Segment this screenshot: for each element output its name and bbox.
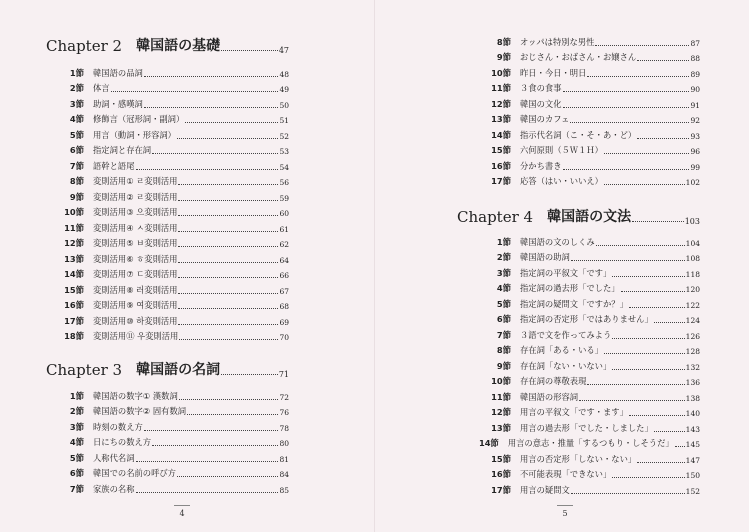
dot-leader (178, 184, 278, 185)
toc-entry[interactable] (44, 311, 289, 327)
toc-entry[interactable] (44, 249, 289, 265)
section-title: 家族の名称 (93, 483, 135, 494)
section-title: 変則活用① ㄹ変則活用 (93, 176, 178, 186)
section-title: 変則活用⑥ ㅎ変則活用 (93, 253, 178, 264)
section-page-number: 140 (685, 409, 700, 418)
dot-leader (629, 307, 685, 308)
toc-entry[interactable] (471, 141, 700, 157)
section-page-number: 68 (279, 302, 289, 311)
section-page-number: 108 (685, 254, 700, 263)
chapter-3-section-list (44, 386, 289, 495)
section-title: ３食の食事 (520, 83, 562, 93)
toc-entry[interactable] (44, 63, 289, 79)
section-number: 11節 (491, 391, 511, 402)
section-number: 4節 (69, 437, 84, 447)
section-number: 10節 (64, 207, 84, 217)
toc-entry[interactable] (44, 433, 289, 449)
toc-entry[interactable] (44, 172, 289, 188)
toc-entry[interactable] (471, 418, 700, 434)
section-title: 韓国の文化 (520, 98, 562, 109)
section-page-number: 53 (279, 147, 289, 156)
toc-entry[interactable] (471, 325, 700, 341)
toc-entry[interactable] (471, 248, 700, 264)
section-title: 指定詞と存在詞 (93, 145, 152, 155)
dot-leader (136, 461, 279, 462)
dot-leader (637, 60, 689, 61)
toc-entry[interactable] (44, 265, 289, 281)
dot-leader (178, 246, 278, 247)
section-page-number: 90 (690, 85, 700, 94)
section-number: 8節 (496, 345, 511, 355)
section-number: 4節 (69, 114, 84, 124)
section-number: 1節 (69, 67, 84, 78)
section-number: 5節 (496, 298, 511, 309)
section-page-number: 128 (685, 347, 700, 356)
section-number: 8節 (496, 36, 511, 47)
section-title: 分かち書き (520, 160, 562, 171)
chapter-3-continued-section-list (471, 32, 700, 187)
section-page-number: 50 (279, 100, 289, 110)
section-number: 9節 (496, 360, 511, 371)
section-page-number: 138 (685, 393, 700, 403)
dot-leader (144, 430, 279, 431)
dot-leader (563, 91, 690, 92)
section-title: 変則活用⑧ 러変則活用 (93, 284, 178, 295)
section-number: 1節 (496, 236, 511, 247)
chapter-4-section-list (471, 232, 700, 496)
section-number: 9節 (496, 52, 511, 62)
chapter-4-heading[interactable] (457, 206, 700, 226)
toc-entry[interactable] (471, 79, 700, 95)
left-page (0, 0, 374, 532)
section-page-number: 64 (279, 255, 289, 265)
toc-entry[interactable] (471, 449, 700, 465)
chapter-page-number: 47 (278, 46, 289, 55)
toc-entry[interactable] (44, 94, 289, 110)
section-number: 5節 (69, 129, 84, 140)
section-page-number: 132 (685, 362, 700, 372)
section-number: 8節 (69, 176, 84, 186)
section-number: 16節 (491, 160, 511, 171)
section-page-number: 93 (690, 131, 700, 141)
section-number: 14節 (491, 129, 511, 140)
section-page-number: 78 (279, 423, 289, 433)
toc-entry[interactable] (44, 125, 289, 141)
section-number: 14節 (478, 438, 499, 448)
section-page-number: 118 (685, 269, 700, 279)
dot-leader (637, 462, 685, 463)
section-page-number: 69 (279, 317, 289, 327)
section-title: 用言（動詞・形容詞） (93, 129, 176, 140)
section-title: 韓国語の助詞 (520, 252, 570, 262)
section-number: 2節 (69, 406, 84, 416)
section-number: 14節 (64, 269, 84, 279)
section-title: オッパは特別な男性 (520, 36, 595, 47)
dot-leader (612, 369, 684, 370)
section-number: 6節 (69, 468, 84, 478)
section-page-number: 49 (279, 85, 289, 94)
section-page-number: 120 (685, 285, 700, 294)
dot-leader (178, 324, 278, 325)
chapter-page-number: 103 (684, 217, 700, 226)
dot-leader (595, 45, 689, 46)
toc-entry[interactable] (471, 279, 700, 295)
dot-leader (178, 215, 278, 216)
section-page-number: 102 (685, 178, 700, 187)
section-number: 12節 (491, 407, 511, 417)
section-number: 15節 (491, 145, 511, 155)
section-title: 存在詞「ある・いる」 (520, 345, 603, 355)
right-page (375, 0, 749, 532)
section-title: 存在詞の尊敬表現 (520, 376, 587, 386)
section-title: 助詞・感嘆詞 (93, 98, 143, 109)
section-title: 用言の意志・推量「するつもり・しそうだ」 (507, 438, 674, 448)
chapter-2-heading[interactable] (46, 35, 289, 55)
toc-entry[interactable] (44, 296, 289, 312)
chapter-label: Chapter 4 (457, 208, 534, 226)
dot-leader (587, 76, 689, 77)
section-number: 7節 (496, 329, 511, 340)
dot-leader (136, 492, 279, 493)
dot-leader (632, 221, 684, 222)
toc-entry[interactable] (44, 110, 289, 126)
section-page-number: 80 (279, 439, 289, 448)
dot-leader (111, 91, 279, 92)
toc-entry[interactable] (471, 32, 700, 48)
section-number: 13節 (491, 114, 511, 124)
section-title: 変則活用⑩ 하変則活用 (93, 315, 178, 326)
dot-leader (178, 231, 278, 232)
section-number: 13節 (64, 253, 84, 264)
section-number: 11節 (491, 83, 511, 93)
section-title: 変則活用⑤ ㅂ変則活用 (93, 238, 178, 248)
dot-leader (177, 476, 278, 477)
section-title: 指定詞の疑問文「ですか？」 (520, 298, 628, 309)
section-page-number: 91 (690, 100, 700, 110)
section-title: 昨日・今日・明日 (520, 67, 587, 78)
section-number: 3節 (496, 267, 511, 278)
dot-leader (178, 308, 278, 309)
section-title: 修飾言（冠形詞・副詞） (93, 114, 185, 124)
section-number: 9節 (69, 191, 84, 202)
dot-leader (570, 122, 689, 123)
section-number: 5節 (69, 452, 84, 463)
toc-entry[interactable] (44, 156, 289, 172)
dot-leader (563, 169, 690, 170)
dot-leader (185, 122, 278, 123)
section-title: 変則活用④ ㅅ変則活用 (93, 222, 178, 233)
section-number: 10節 (491, 67, 511, 78)
section-page-number: 104 (685, 238, 700, 248)
section-title: 語幹と語尾 (93, 160, 135, 171)
section-page-number: 152 (685, 486, 700, 496)
section-title: 韓国語の文のしくみ (520, 236, 595, 247)
section-page-number: 48 (279, 69, 289, 79)
section-title: 用言の過去形「でした・しました」 (520, 422, 653, 433)
dot-leader (177, 138, 278, 139)
toc-entry[interactable] (44, 479, 289, 495)
section-title: 体言 (93, 83, 110, 93)
dot-leader (179, 399, 279, 400)
toc-entry[interactable] (471, 156, 700, 172)
dot-leader (152, 445, 278, 446)
section-number: 13節 (491, 422, 511, 433)
toc-entry[interactable] (44, 417, 289, 433)
dot-leader (629, 415, 685, 416)
section-title: 韓国語の数字② 固有数詞 (93, 406, 187, 416)
section-title: 不可能表現「できない」 (520, 469, 612, 479)
section-number: 2節 (496, 252, 511, 262)
section-title: 存在詞「ない・いない」 (520, 360, 612, 371)
dot-leader (187, 414, 278, 415)
dot-leader (178, 293, 278, 294)
section-title: 用言の平叙文「です・ます」 (520, 407, 628, 417)
section-page-number: 122 (685, 300, 700, 310)
section-title: 変則活用⑨ 여変則活用 (93, 300, 178, 310)
section-page-number: 60 (279, 209, 289, 218)
dot-leader (604, 353, 685, 354)
toc-entry[interactable] (44, 280, 289, 296)
section-number: 17節 (491, 176, 511, 186)
section-title: 変則活用② ㄹ変則活用 (93, 191, 178, 202)
section-page-number: 126 (685, 331, 700, 341)
dot-leader (654, 322, 685, 323)
section-page-number: 145 (685, 440, 700, 449)
dot-leader (144, 76, 279, 77)
section-page-number: 56 (279, 178, 289, 187)
dot-leader (221, 374, 278, 375)
section-number: 17節 (64, 315, 84, 326)
section-title: 時刻の数え方 (93, 421, 143, 432)
toc-entry[interactable] (471, 172, 700, 188)
chapter-2-section-list (44, 63, 289, 342)
dot-leader (612, 338, 684, 339)
section-page-number: 67 (279, 286, 289, 296)
toc-entry[interactable] (44, 386, 289, 402)
section-page-number: 84 (279, 470, 289, 479)
page-folio: 5 (545, 509, 585, 518)
section-title: 変則活用③ 으変則活用 (93, 207, 178, 217)
section-number: 15節 (491, 453, 511, 464)
toc-entry[interactable] (44, 218, 289, 234)
chapter-3-heading[interactable] (46, 359, 289, 379)
dot-leader (563, 107, 690, 108)
chapter-title: 韓国語の名詞 (136, 362, 221, 378)
section-number: 11節 (64, 222, 84, 233)
section-page-number: 88 (690, 54, 700, 63)
toc-entry[interactable] (44, 327, 289, 343)
section-title: 用言の否定形「しない・ない」 (520, 453, 637, 464)
section-page-number: 54 (279, 162, 289, 172)
section-page-number: 61 (279, 224, 289, 234)
toc-entry[interactable] (471, 434, 700, 450)
toc-entry[interactable] (471, 356, 700, 372)
toc-entry[interactable] (471, 94, 700, 110)
toc-entry[interactable] (471, 125, 700, 141)
dot-leader (571, 260, 685, 261)
section-number: 3節 (69, 98, 84, 109)
toc-entry[interactable] (471, 480, 700, 496)
section-page-number: 81 (279, 454, 289, 464)
section-title: 指示代名詞（こ・そ・あ・ど） (520, 129, 637, 140)
toc-entry[interactable] (44, 464, 289, 480)
toc-entry[interactable] (471, 403, 700, 419)
dot-leader (571, 493, 685, 494)
toc-entry[interactable] (44, 234, 289, 250)
dot-leader (144, 107, 279, 108)
section-page-number: 124 (685, 316, 700, 325)
toc-entry[interactable] (471, 263, 700, 279)
section-page-number: 143 (685, 424, 700, 434)
dot-leader (612, 477, 684, 478)
toc-entry[interactable] (471, 110, 700, 126)
toc-entry[interactable] (44, 79, 289, 95)
section-title: 韓国語の形容詞 (520, 391, 579, 402)
dot-leader (637, 138, 689, 139)
chapter-title: 韓国語の基礎 (136, 38, 221, 54)
section-page-number: 70 (279, 333, 289, 342)
section-page-number: 51 (279, 116, 289, 125)
toc-entry[interactable] (471, 48, 700, 64)
section-number: 1節 (69, 390, 84, 401)
toc-entry[interactable] (44, 402, 289, 418)
section-title: 六何原則（５Ｗ１Ｈ） (520, 145, 603, 155)
section-page-number: 92 (690, 116, 700, 125)
section-title: 指定詞の否定形「ではありません」 (520, 314, 653, 324)
toc-entry[interactable] (44, 448, 289, 464)
section-title: ３語で文を作ってみよう (520, 329, 612, 340)
section-page-number: 85 (279, 485, 289, 495)
section-number: 3節 (69, 421, 84, 432)
section-title: 変則活用⑦ ㄷ変則活用 (93, 269, 178, 279)
toc-entry[interactable] (471, 310, 700, 326)
dot-leader (612, 276, 684, 277)
section-title: 変則活用⑪ 우変則活用 (93, 331, 179, 341)
dot-leader (178, 262, 278, 263)
toc-entry[interactable] (471, 387, 700, 403)
section-number: 12節 (491, 98, 511, 109)
section-number: 7節 (69, 483, 84, 494)
dot-leader (654, 431, 685, 432)
section-page-number: 72 (279, 392, 289, 402)
section-number: 2節 (69, 83, 84, 93)
section-page-number: 66 (279, 271, 289, 280)
section-title: 韓国のカフェ (520, 114, 570, 124)
section-page-number: 52 (279, 131, 289, 141)
section-number: 6節 (69, 145, 84, 155)
section-title: 韓国での名前の呼び方 (93, 468, 176, 478)
section-title: 人称代名詞 (93, 452, 135, 463)
section-title: 用言の疑問文 (520, 484, 570, 495)
section-number: 7節 (69, 160, 84, 171)
dot-leader (604, 184, 685, 185)
section-page-number: 99 (690, 162, 700, 172)
section-page-number: 76 (279, 408, 289, 417)
section-number: 10節 (491, 376, 511, 386)
section-title: 韓国語の品詞 (93, 67, 143, 78)
section-page-number: 62 (279, 240, 289, 249)
section-title: 日にちの数え方 (93, 437, 152, 447)
dot-leader (221, 50, 278, 51)
toc-entry[interactable] (44, 203, 289, 219)
section-number: 17節 (491, 484, 511, 495)
section-title: 指定詞の過去形「でした」 (520, 283, 620, 293)
dot-leader (136, 169, 279, 170)
section-number: 16節 (64, 300, 84, 310)
section-number: 16節 (491, 469, 511, 479)
chapter-title: 韓国語の文法 (547, 209, 632, 225)
section-page-number: 89 (690, 69, 700, 79)
section-page-number: 136 (685, 378, 700, 387)
toc-entry[interactable] (471, 232, 700, 248)
page-folio: 4 (162, 509, 202, 518)
section-number: 15節 (64, 284, 84, 295)
toc-entry[interactable] (44, 187, 289, 203)
section-page-number: 59 (279, 193, 289, 203)
dot-leader (152, 153, 278, 154)
section-title: 指定詞の平叙文「です」 (520, 267, 612, 278)
chapter-label: Chapter 2 (46, 37, 123, 55)
chapter-page-number: 71 (278, 370, 289, 379)
section-page-number: 87 (690, 38, 700, 48)
toc-entry[interactable] (471, 341, 700, 357)
section-number: 18節 (64, 331, 84, 341)
toc-entry[interactable] (471, 465, 700, 481)
section-page-number: 96 (690, 147, 700, 156)
section-number: 4節 (496, 283, 511, 293)
chapter-label: Chapter 3 (46, 361, 123, 379)
section-title: 応答（はい・いいえ） (520, 176, 603, 186)
toc-entry[interactable] (471, 294, 700, 310)
dot-leader (179, 339, 278, 340)
toc-entry[interactable] (471, 63, 700, 79)
section-page-number: 147 (685, 455, 700, 465)
dot-leader (675, 446, 685, 447)
dot-leader (579, 400, 685, 401)
toc-entry[interactable] (44, 141, 289, 157)
section-number: 12節 (64, 238, 84, 248)
dot-leader (178, 200, 278, 201)
section-title: 韓国語の数字① 漢数詞 (93, 390, 178, 401)
section-number: 6節 (496, 314, 511, 324)
dot-leader (587, 384, 684, 385)
toc-entry[interactable] (471, 372, 700, 388)
dot-leader (604, 153, 689, 154)
dot-leader (621, 291, 685, 292)
dot-leader (596, 245, 685, 246)
section-title: おじさん・おばさん・お嬢さん (520, 52, 637, 62)
section-page-number: 150 (685, 471, 700, 480)
dot-leader (178, 277, 278, 278)
